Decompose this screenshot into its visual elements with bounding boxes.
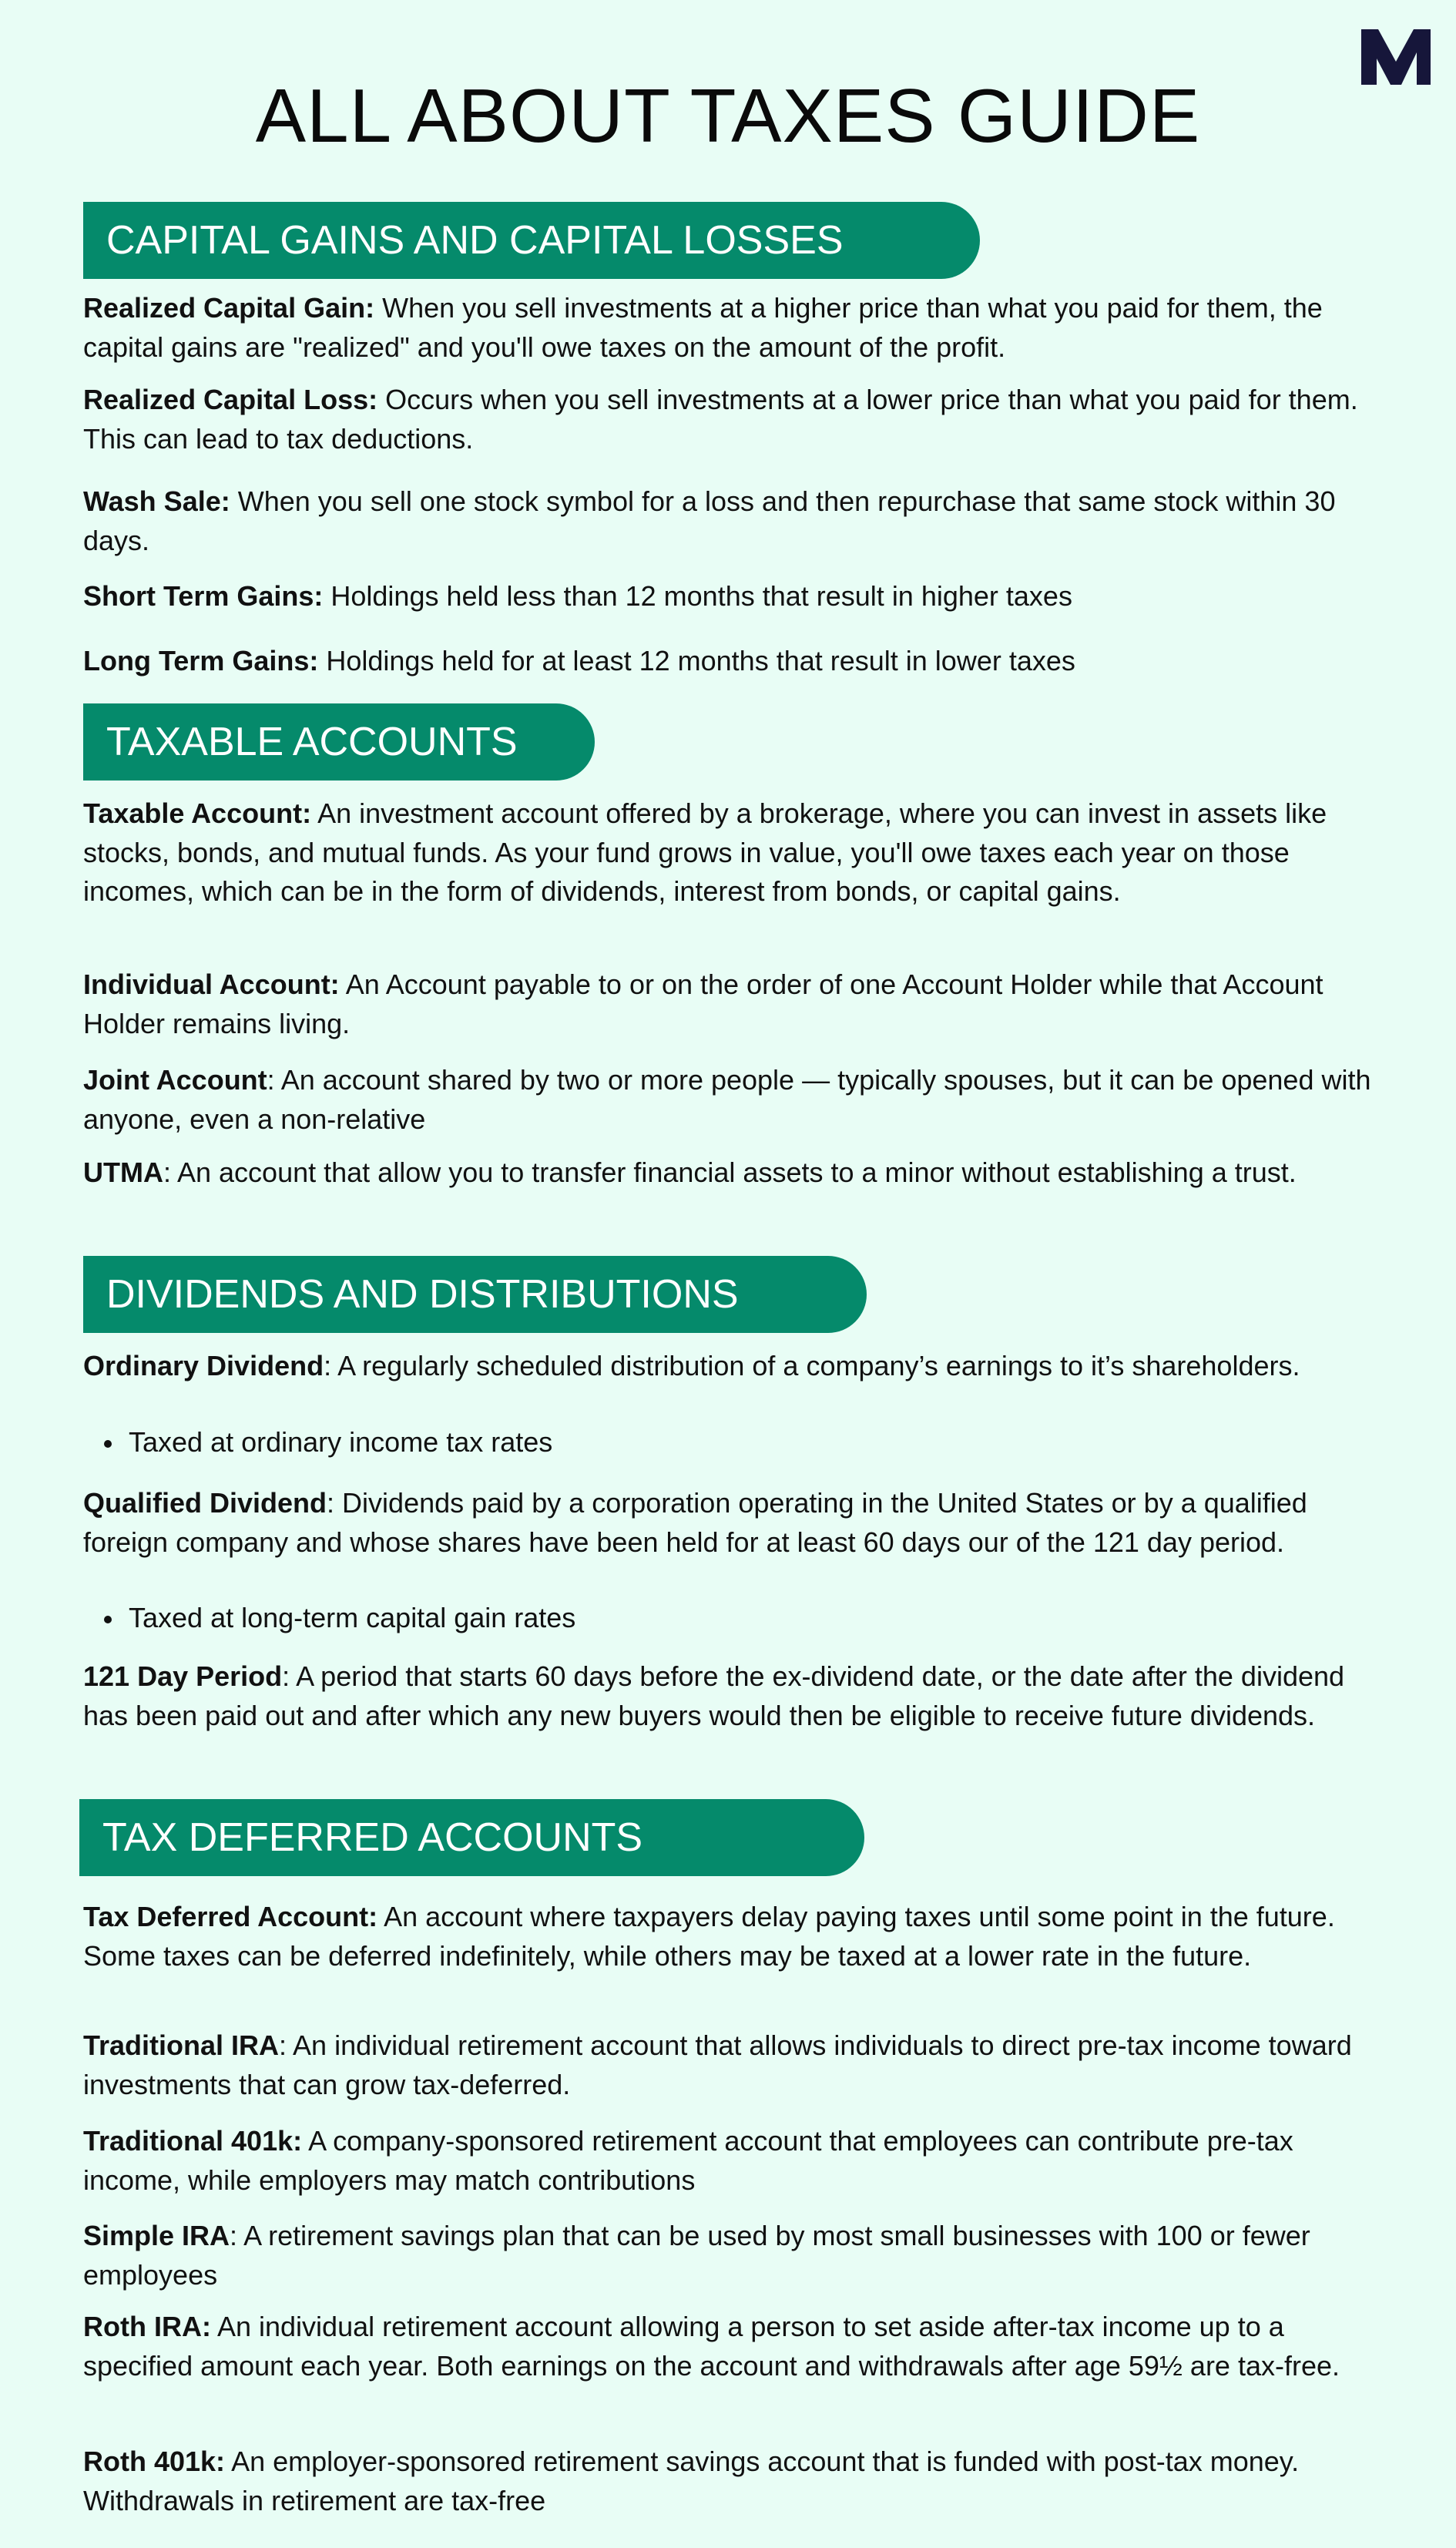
definition-text: When you sell investments at a higher price than what you paid for them, the capital gains are "realized" and you'll owe taxes on the amount of the profit.: [83, 292, 1323, 363]
definition-term: Realized Capital Loss:: [83, 384, 378, 415]
definition-text: An employer-sponsored retirement savings account that is funded with post-tax money. Withdrawals in retirement are tax-free: [83, 2446, 1300, 2516]
bullet-dot-icon: [104, 1440, 112, 1448]
definition-item: [83, 1061, 1393, 1139]
bullet-item: [104, 1599, 575, 1638]
definition-item: [83, 794, 1393, 911]
definition-term: Long Term Gains:: [83, 645, 319, 676]
definition-text: : An account shared by two or more people — typically spouses, but it can be opened with anyone, even a non-relative: [83, 1064, 1371, 1135]
definition-text: An account where taxpayers delay paying taxes until some point in the future. Some taxes can be deferred indefinitely, while others may be taxed at a lower rate in the future.: [83, 1901, 1335, 1972]
definition-term: Qualified Dividend: [83, 1487, 327, 1519]
definition-item: [83, 577, 1393, 616]
definition-text: An investment account offered by a brokerage, where you can invest in assets like stocks, bonds, and mutual funds. As your fund grows in value, you'll owe taxes each year on those incomes, which can be in the form of dividends, interest from bonds, or capital gains.: [83, 797, 1327, 908]
definition-text: Holdings held less than 12 months that result in higher taxes: [323, 580, 1072, 612]
definition-text: : A regularly scheduled distribution of a company’s earnings to it’s shareholders.: [324, 1350, 1300, 1381]
definition-item: [83, 2122, 1393, 2200]
definition-text: An individual retirement account allowing a person to set aside after-tax income up to a specified amount each year. Both earnings on the account and withdrawals after age 59½ are tax-free.: [83, 2311, 1340, 2382]
definition-text: When you sell one stock symbol for a loss and then repurchase that same stock within 30 days.: [83, 485, 1336, 556]
definition-item: [83, 482, 1393, 560]
definition-term: Simple IRA: [83, 2220, 230, 2251]
section-heading-banner: CAPITAL GAINS AND CAPITAL LOSSES: [83, 202, 980, 279]
definition-term: Roth IRA:: [83, 2311, 211, 2342]
definition-text: : An account that allow you to transfer financial assets to a minor without establishing a trust.: [163, 1157, 1297, 1188]
definition-item: [83, 2308, 1393, 2385]
brand-logo-icon: [1361, 29, 1431, 85]
definition-text: A company-sponsored retirement account that employees can contribute pre-tax income, while employers may match contributions: [83, 2125, 1293, 2196]
definition-term: Traditional IRA: [83, 2029, 280, 2061]
definition-term: Roth 401k:: [83, 2446, 226, 2477]
definition-item: [83, 2026, 1393, 2104]
page-title: ALL ABOUT TAXES GUIDE: [255, 73, 1201, 158]
bullet-item: [104, 1423, 552, 1462]
definition-item: [83, 1484, 1393, 1562]
bullet-text: Taxed at ordinary income tax rates: [129, 1426, 553, 1458]
definition-term: Short Term Gains:: [83, 580, 324, 612]
definition-term: Wash Sale:: [83, 485, 230, 517]
definition-item: [83, 289, 1393, 367]
section-heading-banner: TAX DEFERRED ACCOUNTS: [79, 1799, 864, 1876]
bullet-text: Taxed at long-term capital gain rates: [129, 1602, 576, 1633]
definition-term: Joint Account: [83, 1064, 267, 1096]
section-heading-banner: TAXABLE ACCOUNTS: [83, 703, 595, 781]
definition-term: UTMA: [83, 1157, 163, 1188]
definition-text: Occurs when you sell investments at a lower price than what you paid for them. This can lead to tax deductions.: [83, 384, 1358, 455]
definition-term: Ordinary Dividend: [83, 1350, 324, 1381]
definition-term: Tax Deferred Account:: [83, 1901, 378, 1932]
definition-item: [83, 1657, 1393, 1735]
definition-item: [83, 642, 1393, 681]
definition-item: [83, 1898, 1393, 1976]
definition-term: Taxable Account:: [83, 797, 312, 829]
bullet-dot-icon: [104, 1616, 112, 1623]
definition-text: : A retirement savings plan that can be used by most small businesses with 100 or fewer employees: [83, 2220, 1310, 2291]
definition-term: Realized Capital Gain:: [83, 292, 375, 324]
definition-text: : A period that starts 60 days before the ex-dividend date, or the date after the dividend has been paid out and after which any new buyers would then be eligible to receive future dividends.: [83, 1660, 1345, 1731]
definition-item: [83, 1153, 1393, 1193]
definition-text: : Dividends paid by a corporation operating in the United States or by a qualified foreign company and whose shares have been held for at least 60 days our of the 121 day period.: [83, 1487, 1307, 1558]
definition-term: Individual Account:: [83, 969, 340, 1000]
definition-item: [83, 965, 1393, 1043]
definition-text: Holdings held for at least 12 months that result in lower taxes: [318, 645, 1075, 676]
definition-text: : An individual retirement account that allows individuals to direct pre-tax income toward investments that can grow tax-deferred.: [83, 2029, 1352, 2100]
definition-term: 121 Day Period: [83, 1660, 283, 1692]
definition-term: Traditional 401k:: [83, 2125, 303, 2157]
section-heading-banner: DIVIDENDS AND DISTRIBUTIONS: [83, 1256, 867, 1333]
definition-item: [83, 2442, 1393, 2520]
definition-item: [83, 1347, 1393, 1386]
definition-item: [83, 2217, 1393, 2295]
definition-item: [83, 381, 1393, 458]
definition-text: An Account payable to or on the order of one Account Holder while that Account Holder remains living.: [83, 969, 1323, 1039]
